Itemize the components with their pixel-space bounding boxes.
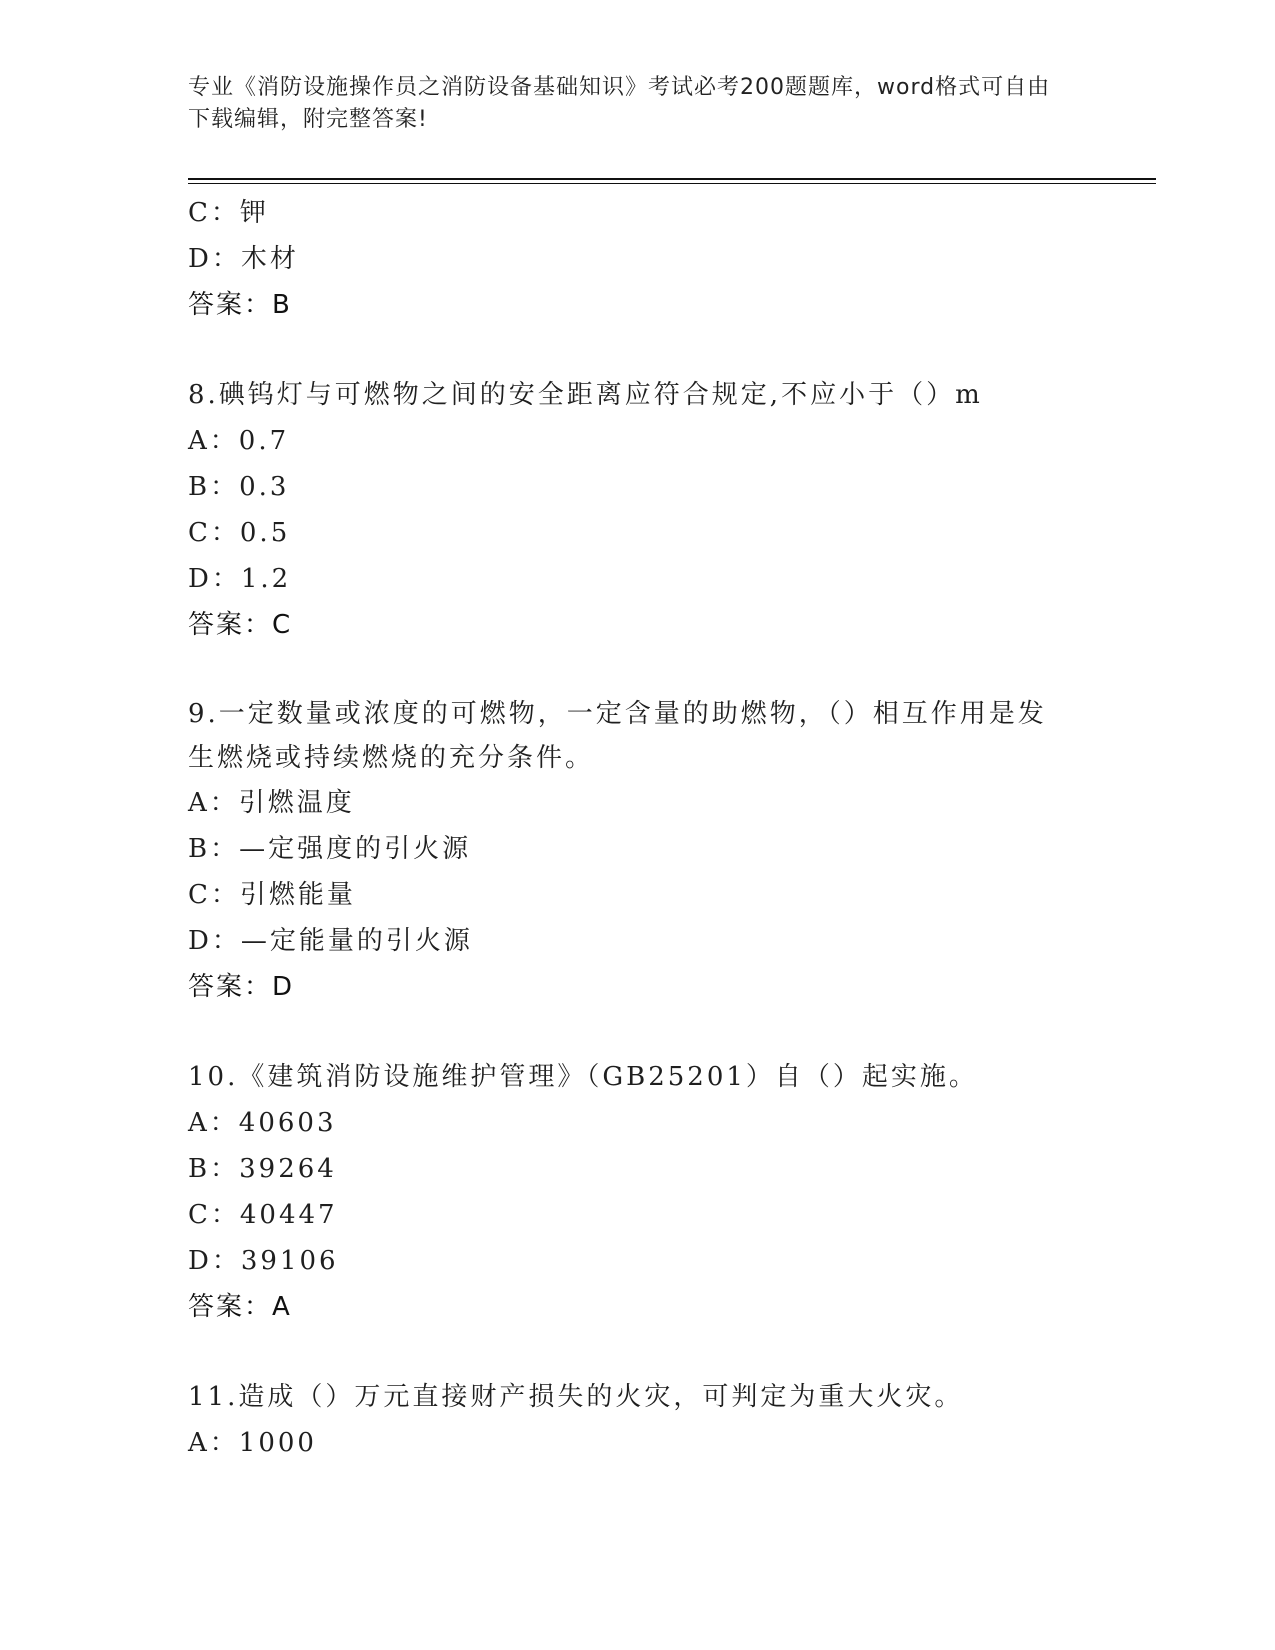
header-divider-thin (188, 183, 1156, 184)
question-text: 8.碘钨灯与可燃物之间的安全距离应符合规定,不应小于（）m (188, 380, 983, 410)
answer: 答案：A (188, 1292, 292, 1322)
option-b: B：39264 (188, 1154, 337, 1184)
option-c: C：钾 (188, 198, 269, 228)
answer: 答案：C (188, 610, 293, 640)
option-d: D：1.2 (188, 564, 292, 594)
question-text: 10.《建筑消防设施维护管理》（GB25201）自（）起实施。 (188, 1062, 978, 1092)
option-a: A：1000 (188, 1428, 317, 1458)
option-d: D：木材 (188, 244, 299, 274)
option-c: C：40447 (188, 1200, 338, 1230)
question-11 (188, 1374, 1088, 1466)
option-b: B：0.3 (188, 472, 290, 502)
question-10 (188, 1054, 1088, 1330)
option-a: A：40603 (188, 1108, 337, 1138)
option-c: C：0.5 (188, 518, 291, 548)
answer: 答案：D (188, 972, 295, 1002)
option-d: D：39106 (188, 1246, 339, 1276)
document-header: 专业《消防设施操作员之消防设备基础知识》考试必考200题题库，word格式可自由下载编辑，附完整答案! (188, 75, 1051, 132)
question-7-tail (188, 190, 1088, 328)
option-b: B：—定强度的引火源 (188, 834, 472, 864)
option-a: A：引燃温度 (188, 788, 355, 818)
option-a: A：0.7 (188, 426, 290, 456)
question-8 (188, 372, 1088, 648)
answer: 答案：B (188, 290, 292, 320)
header-divider-thick (188, 178, 1156, 180)
question-9 (188, 692, 1088, 1010)
option-d: D：—定能量的引火源 (188, 926, 473, 956)
option-c: C：引燃能量 (188, 880, 356, 910)
question-text: 11.造成（）万元直接财产损失的火灾，可判定为重大火灾。 (188, 1382, 964, 1412)
question-text: 9.一定数量或浓度的可燃物，一定含量的助燃物，（）相互作用是发生燃烧或持续燃烧的充分条件。 (188, 699, 1047, 773)
question-list (188, 190, 1088, 1466)
